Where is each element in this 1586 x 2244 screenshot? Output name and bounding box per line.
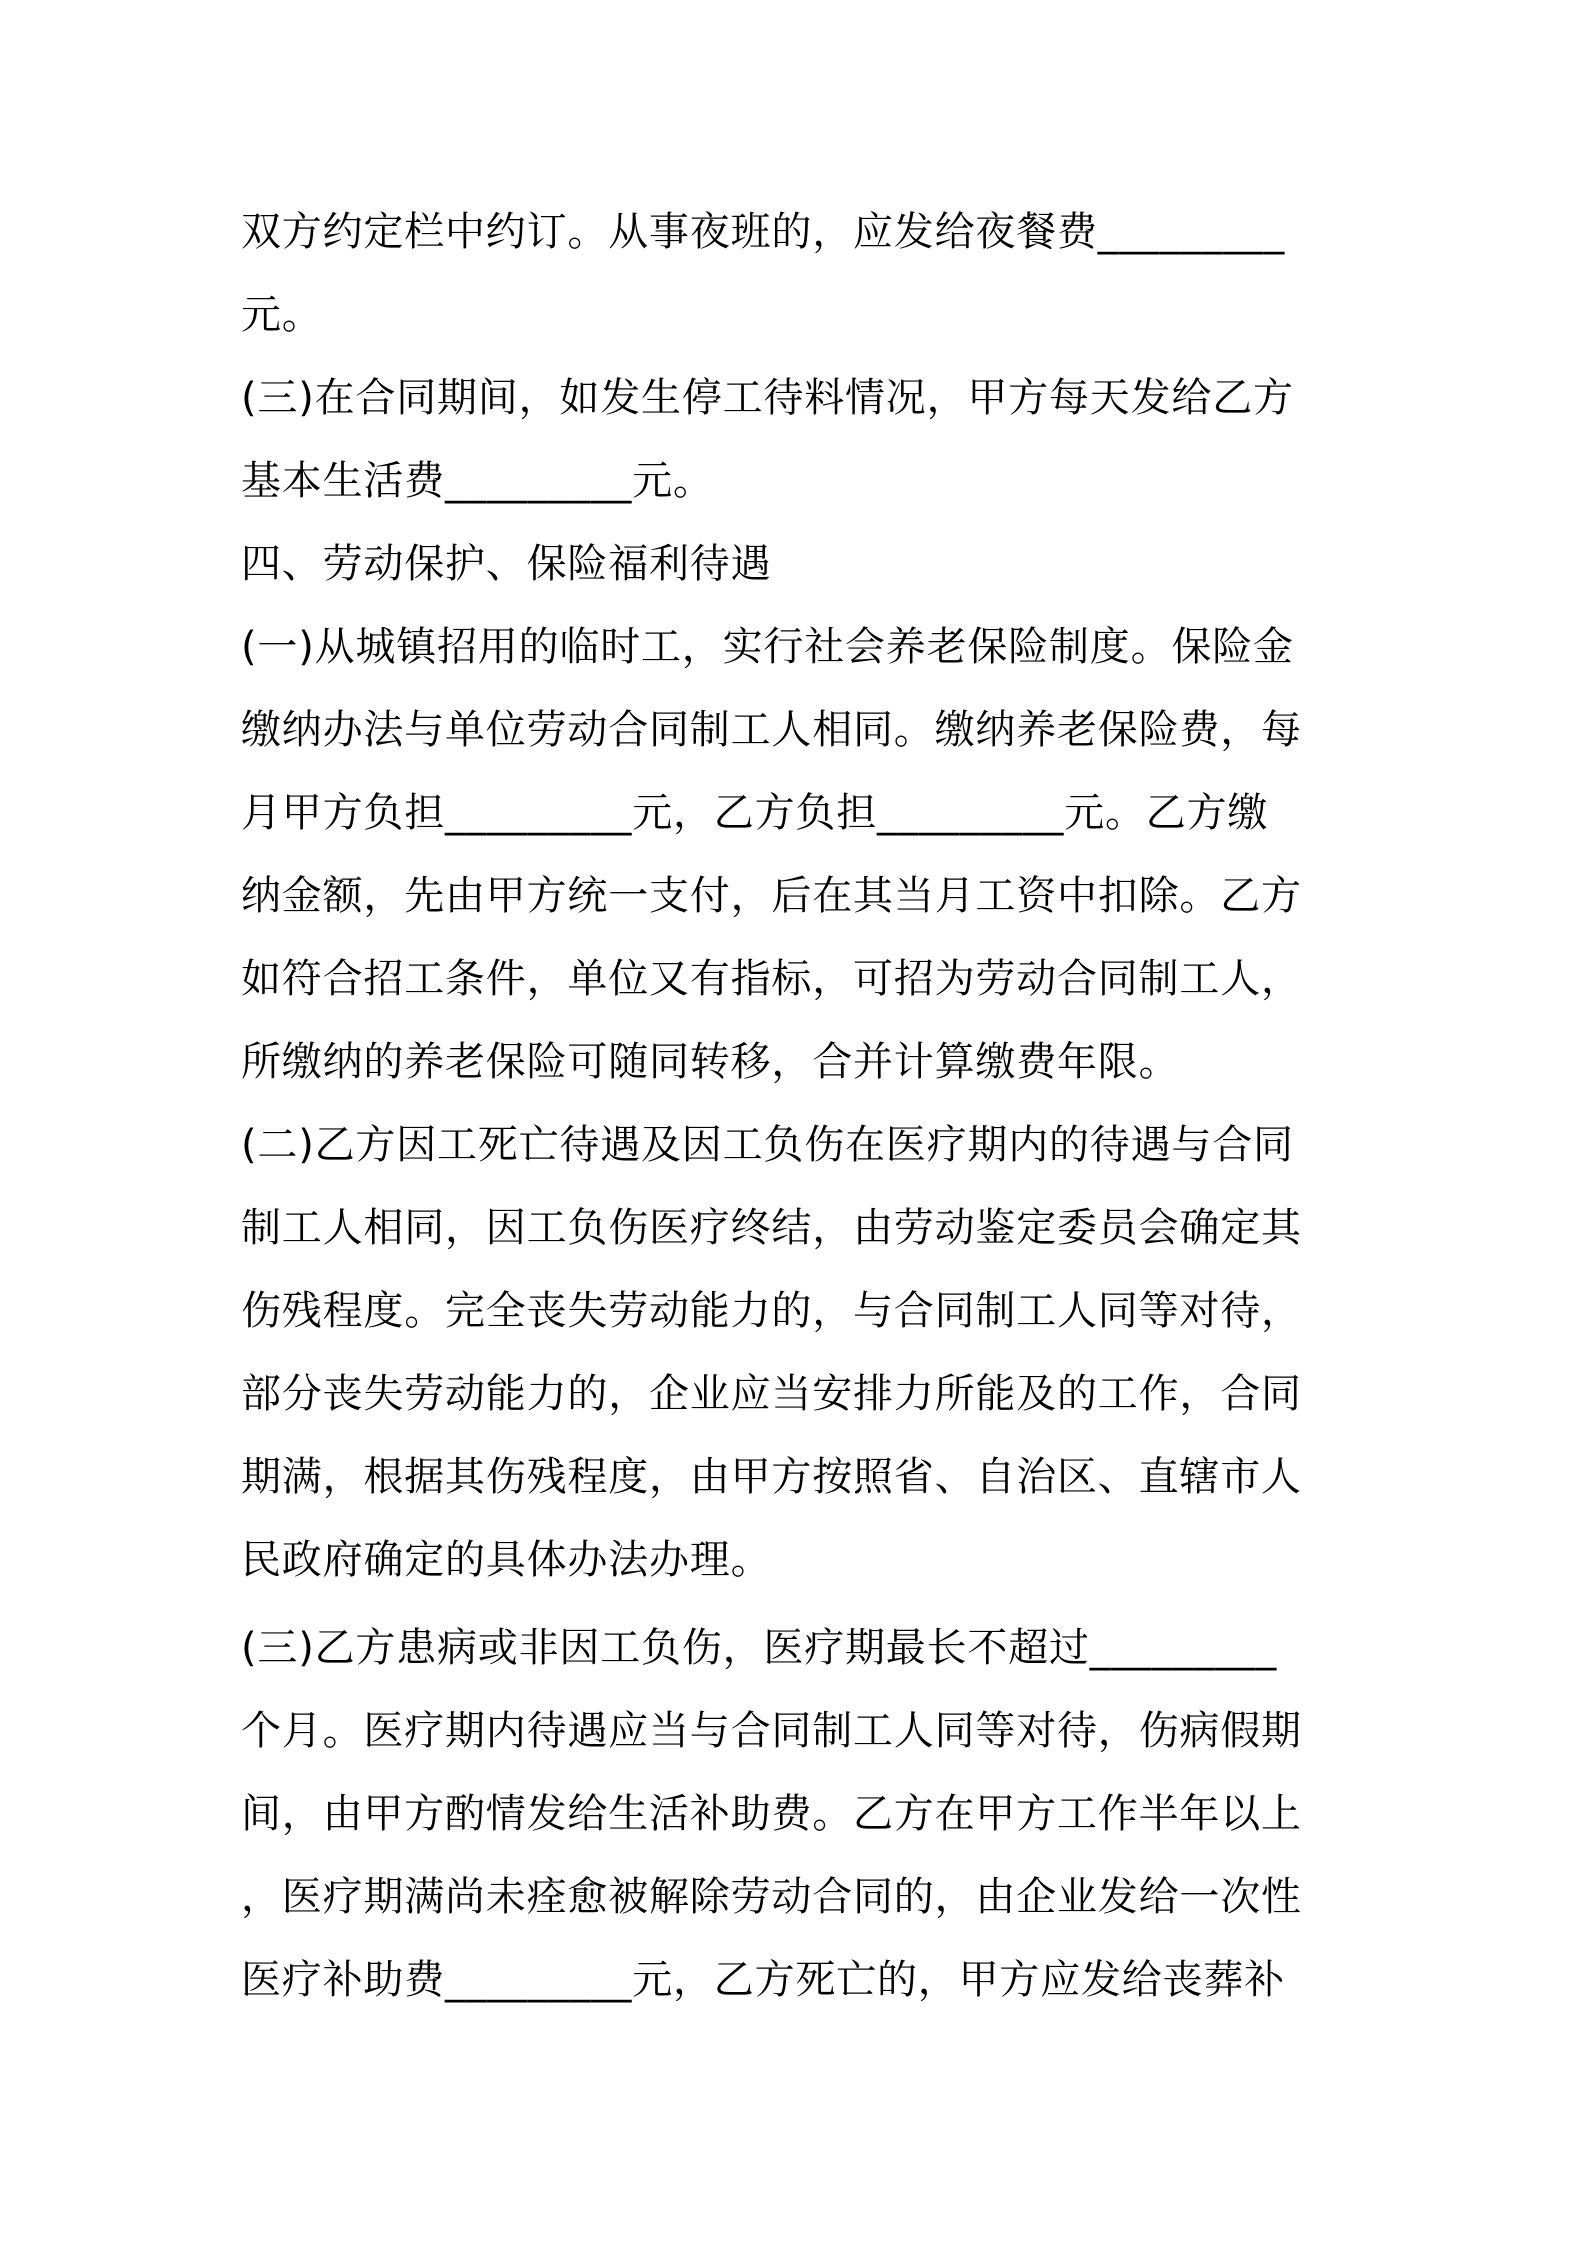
text-line-22: 医疗补助费_________元，乙方死亡的，甲方应发给丧葬补 xyxy=(241,1957,1285,2003)
text-line-17: 民政府确定的具体办法办理。 xyxy=(241,1537,772,1583)
text-line-3: (三)在合同期间，如发生停工待料情况，甲方每天发给乙方 xyxy=(241,375,1294,421)
text-line-13: 制工人相同，因工负伤医疗终结，由劳动鉴定委员会确定其 xyxy=(241,1205,1302,1251)
text-line-20: 间，由甲方酌情发给生活补助费。乙方在甲方工作半年以上 xyxy=(241,1791,1302,1837)
text-line-21: ，医疗期满尚未痊愈被解除劳动合同的，由企业发给一次性 xyxy=(241,1874,1302,1920)
text-line-18: (三)乙方患病或非因工负伤，医疗期最长不超过_________ xyxy=(241,1625,1278,1671)
text-line-11: 所缴纳的养老保险可随同转移，合并计算缴费年限。 xyxy=(241,1039,1180,1085)
text-line-19: 个月。医疗期内待遇应当与合同制工人同等对待，伤病假期 xyxy=(241,1708,1302,1754)
text-line-8: 月甲方负担_________元，乙方负担_________元。乙方缴 xyxy=(241,790,1269,836)
text-line-14: 伤残程度。完全丧失劳动能力的，与合同制工人同等对待， xyxy=(241,1288,1302,1334)
text-line-7: 缴纳办法与单位劳动合同制工人相同。缴纳养老保险费，每 xyxy=(241,707,1302,753)
text-line-16: 期满，根据其伤残程度，由甲方按照省、自治区、直辖市人 xyxy=(241,1454,1302,1500)
text-line-1: 双方约定栏中约订。从事夜班的，应发给夜餐费_________ xyxy=(241,209,1285,255)
section-heading: 四、劳动保护、保险福利待遇 xyxy=(241,541,772,587)
text-line-2: 元。 xyxy=(241,292,323,338)
text-line-9: 纳金额，先由甲方统一支付，后在其当月工资中扣除。乙方 xyxy=(241,873,1302,919)
text-line-10: 如符合招工条件，单位又有指标，可招为劳动合同制工人， xyxy=(241,956,1302,1002)
text-line-12: (二)乙方因工死亡待遇及因工负伤在医疗期内的待遇与合同 xyxy=(241,1122,1294,1168)
text-line-4: 基本生活费_________元。 xyxy=(241,458,714,504)
text-line-15: 部分丧失劳动能力的，企业应当安排力所能及的工作，合同 xyxy=(241,1371,1302,1417)
text-line-6: (一)从城镇招用的临时工，实行社会养老保险制度。保险金 xyxy=(241,624,1294,670)
